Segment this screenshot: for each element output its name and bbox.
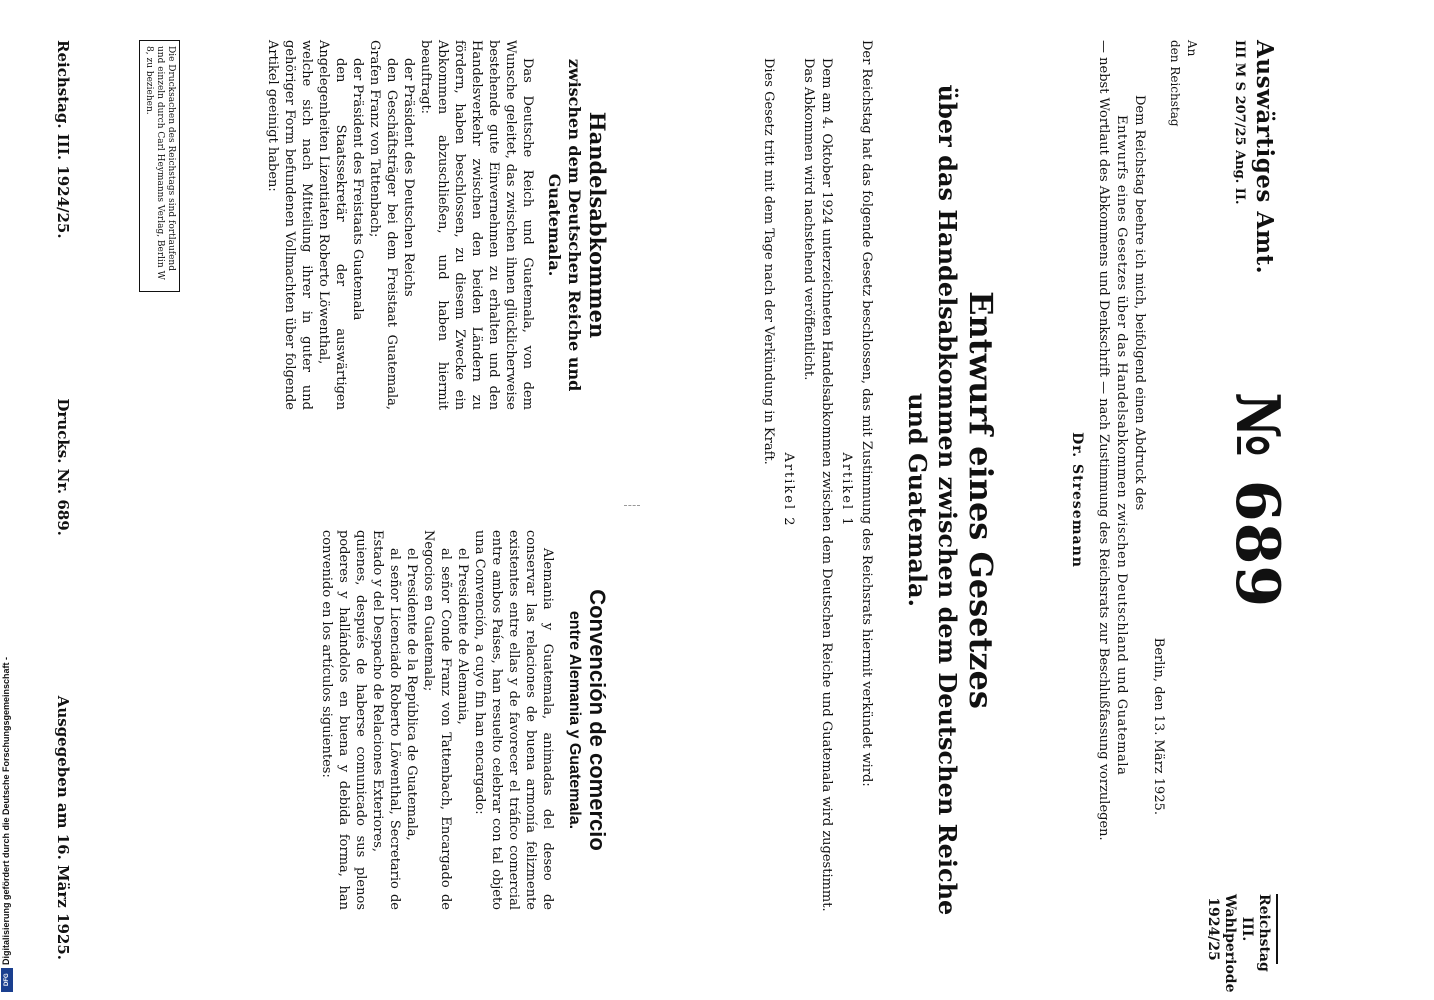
- footer-right: Ausgegeben am 16. März 1925.: [54, 695, 72, 960]
- german-column: [264, 40, 610, 410]
- article-2-heading: Artikel 2: [781, 452, 796, 528]
- reichstag-block: [1204, 894, 1278, 993]
- footer-center: Drucks. Nr. 689.: [54, 398, 72, 536]
- document-number-block: [1222, 0, 1292, 1000]
- spanish-column: [318, 530, 610, 910]
- recipient: [1166, 40, 1200, 127]
- period-label: III. Wahlperiode: [1222, 894, 1255, 993]
- office-name: Auswärtiges Amt.: [1251, 40, 1278, 275]
- german-title: Handelsabkommen: [585, 111, 610, 339]
- enactment: [759, 40, 875, 940]
- law-title-line-1: Entwurf eines Gesetzes: [962, 291, 1000, 709]
- article-1-text: Dem am 4. Oktober 1924 unterzeichneten Handelsabkommen zwischen dem Deutschen Reiche und Guatemala wird zugestimmt.: [819, 58, 834, 912]
- reichstag-label: Reichstag: [1256, 894, 1272, 972]
- letter-paragraph-1: Dem Reichstag beehre ich mich, beifolgend einen Abdruck des: [1132, 95, 1147, 511]
- digitization-note: Digitalisierung gefördert durch die Deutsche Forschungsgemeinschaft -: [1, 656, 11, 965]
- german-paragraph-6: welche sich nach Mitteilung ihrer in guter und gehöriger Form befundenen Vollmachten über folgende Artikel geeinigt haben:: [265, 40, 314, 410]
- article-1-text-2: Das Abkommen wird nachstehend veröffentlicht.: [801, 58, 816, 381]
- enactment-intro: Der Reichstag hat das folgende Gesetz beschlossen, das mit Zustimmung des Reichsrats hiermit verkündet wird:: [859, 40, 874, 787]
- footer-left: Reichstag. III. 1924/25.: [54, 40, 72, 239]
- publisher-notice: Die Drucksachen des Reichstags sind fortlaufend und einzeln durch Carl Heymanns Verlag, Berlin W 8, zu beziehen.: [139, 40, 180, 292]
- law-title: [902, 0, 1000, 1000]
- column-divider: [624, 505, 640, 506]
- dfg-logo: DFG: [1, 968, 13, 992]
- article-1-heading: Artikel 1: [839, 452, 854, 528]
- law-title-line-2: über das Handelsabkommen zwischen dem Deutschen Reiche: [933, 84, 962, 916]
- spanish-subtitle: entre Alemania y Guatemala.: [566, 610, 583, 830]
- german-paragraph-3: den Geschäftsträger bei dem Freistaat Guatemala, Grafen Franz von Tattenbach;: [367, 40, 399, 410]
- spanish-paragraph-6: quienes, después de haberse comunicado sus plenos poderes y hallándolos en buena y debida forma, han convenido en los artículos siguientes:: [319, 530, 368, 910]
- header-rule: [1276, 894, 1278, 964]
- place-date: Berlin, den 13. März 1925.: [1151, 637, 1166, 815]
- german-paragraph-1: Das Deutsche Reich und Guatemala, von dem Wunsche geleitet, das zwischen ihnen glücklicherweise bestehende gute Einvernehmen zu erhalten und den Handelsverkehr zwischen den beiden Ländern zu fördern, haben beschlossen, zu diesem Zwecke ein Abkommen abzuschließen, und haben hiermit beauftragt:: [418, 40, 535, 410]
- spanish-paragraph-2: el Presidente de Alemania,: [455, 548, 470, 725]
- german-paragraph-4: der Präsident des Freistaats Guatemala: [350, 58, 365, 321]
- footer: [54, 40, 72, 960]
- year-label: 1924/25: [1205, 897, 1221, 961]
- spanish-title: Convención de comercio: [585, 589, 610, 851]
- reference-number: III M S 207/25 Ang. II.: [1232, 40, 1247, 205]
- spanish-paragraph-3: al señor Conde Franz von Tattenbach, Encargado de Negocios en Guatemala;: [421, 530, 453, 910]
- document-number: № 689: [1222, 391, 1292, 609]
- german-subtitle: zwischen dem Deutschen Reiche und Guatemala.: [545, 58, 584, 392]
- german-paragraph-2: der Präsident des Deutschen Reichs: [401, 58, 416, 297]
- recipient-line-2: den Reichstag: [1168, 40, 1182, 127]
- signature: Dr. Stresemann: [1069, 432, 1085, 568]
- spanish-paragraph-5: al señor Licenciado Roberto Löwenthal, Secretario de Estado y del Despacho de Relaciones Exteriores,: [370, 530, 402, 910]
- spanish-paragraph-4: el Presidente de la República de Guatemala,: [404, 548, 419, 841]
- law-title-line-3: und Guatemala.: [903, 393, 932, 607]
- spanish-paragraph-1: Alemania y Guatemala, animadas del deseo de conservar las relaciones de buena armonía felizmente existentes entre ellas y de favorecer el tráfico comercial entre ambos Países, han resuelto celebrar con tal objeto una Convención, a cuyo fin han encargado:: [472, 530, 555, 910]
- letter-paragraph-2: Entwurfs eines Gesetzes über das Handelsabkommen zwischen Deutschland und Guatemala: [1114, 115, 1129, 776]
- cover-letter: [1094, 40, 1148, 880]
- letter-paragraph-3: — nebst Wortlaut des Abkommens und Denkschrift — nach Zustimmung des Reichsrats zur Beschlußfassung vorzulegen.: [1096, 40, 1111, 841]
- article-2-text: Dies Gesetz tritt mit dem Tage nach der Verkündung in Kraft.: [761, 58, 776, 465]
- recipient-line-1: An: [1185, 40, 1199, 57]
- german-paragraph-5: den Staatssekretär der auswärtigen Angelegenheiten Lizentiaten Roberto Löwenthal,: [316, 40, 348, 410]
